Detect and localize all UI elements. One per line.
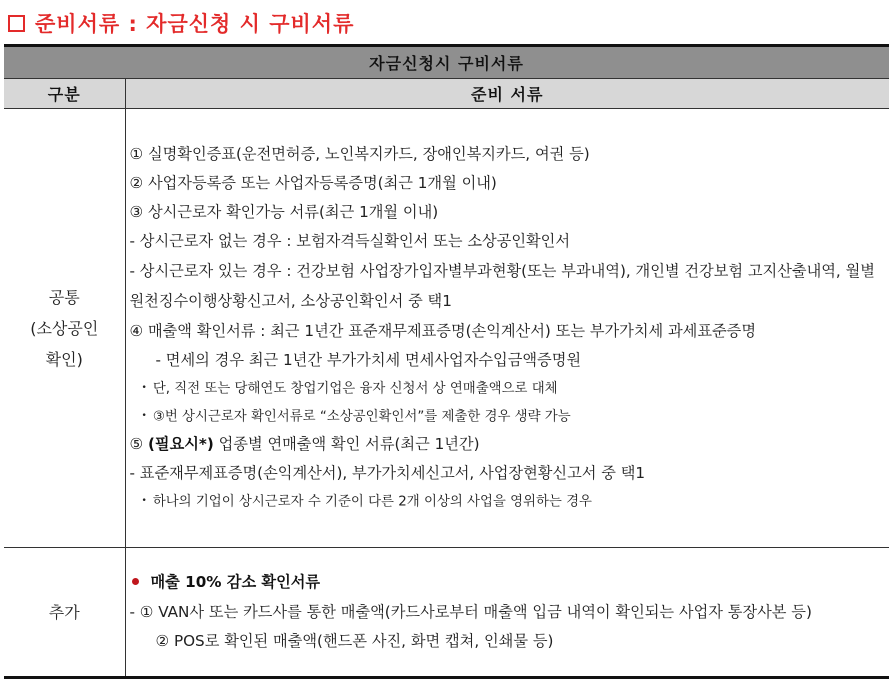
doc-note-text: ③번 상시근로자 확인서류로 “소상공인확인서”를 제출한 경우 생략 가능 [152,409,571,425]
doc-subitem: - 상시근로자 없는 경우 : 보험자격득실확인서 또는 소상공인확인서 [129,232,571,251]
doc-item: ③ 상시근로자 확인가능 서류(최근 1개월 이내) [129,203,439,222]
doc-subitem: - 상시근로자 있는 경우 : 건강보험 사업장가입자별부과현황(또는 부과내역), 개인별 건강보험 고지산출내역, 월별원천징수이행상황신고서, 소상공인확인서 중 택1 [129,262,875,311]
category-line: (소상공인 [30,318,99,338]
doc-item-text: 업종별 연매출액 확인 서류(최근 1년간) [218,435,480,454]
table-row-common [4,109,889,548]
extra-item: - ① VAN사 또는 카드사를 통한 매출액(카드사로부터 매출액 입금 내역이 확인되는 사업자 통장사본 등) [129,603,812,621]
common-documents [125,109,889,548]
page-title [8,7,354,39]
documents-table [4,44,889,679]
note-bullet-icon: • [141,410,147,421]
red-bullet-icon [132,578,139,585]
doc-note [126,488,890,516]
extra-heading [126,568,890,597]
doc-item: ① 실명확인증표(운전면허증, 노인복지카드, 장애인복지카드, 여권 등) [129,145,590,164]
doc-note [126,403,890,431]
note-bullet-icon: • [141,496,147,507]
doc-item-number: ⑤ [129,435,144,454]
table-row-extra [4,548,889,678]
doc-item-required-flag: (필요시*) [147,435,214,454]
doc-note-text: 단, 직전 또는 당해연도 창업기업은 융자 신청서 상 연매출액으로 대체 [152,381,558,397]
category-common [4,109,125,548]
doc-subitem: - 표준재무제표증명(손익계산서), 부가가치세신고서, 사업장현황신고서 중 택1 [129,464,646,483]
table-caption: 자금신청시 구비서류 [4,46,889,79]
doc-subitem: - 면세의 경우 최근 1년간 부가가치세 면세사업자수입금액증명원 [155,351,582,370]
category-line: 확인) [45,349,83,369]
extra-item: ② POS로 확인된 매출액(핸드폰 사진, 화면 캡쳐, 인쇄물 등) [155,632,554,650]
column-header-category: 구분 [4,79,125,109]
doc-note-text: 하나의 기업이 상시근로자 수 기준이 다른 2개 이상의 사업을 영위하는 경우 [152,494,592,510]
extra-heading-text: 매출 10% 감소 확인서류 [150,573,321,591]
category-line: 공통 [48,287,80,307]
column-header-documents: 준비 서류 [125,79,889,109]
note-bullet-icon: • [141,383,147,394]
doc-note [126,375,890,403]
page-title-text: 준비서류 : 자금신청 시 구비서류 [35,12,355,36]
category-extra: 추가 [4,548,125,678]
extra-documents [125,548,889,678]
checkbox-square-icon [8,15,25,32]
doc-item: ④ 매출액 확인서류 : 최근 1년간 표준재무제표증명(손익계산서) 또는 부가가치세 과세표준증명 [129,322,757,341]
doc-item [126,430,890,459]
doc-item: ② 사업자등록증 또는 사업자등록증명(최근 1개월 이내) [129,174,497,193]
